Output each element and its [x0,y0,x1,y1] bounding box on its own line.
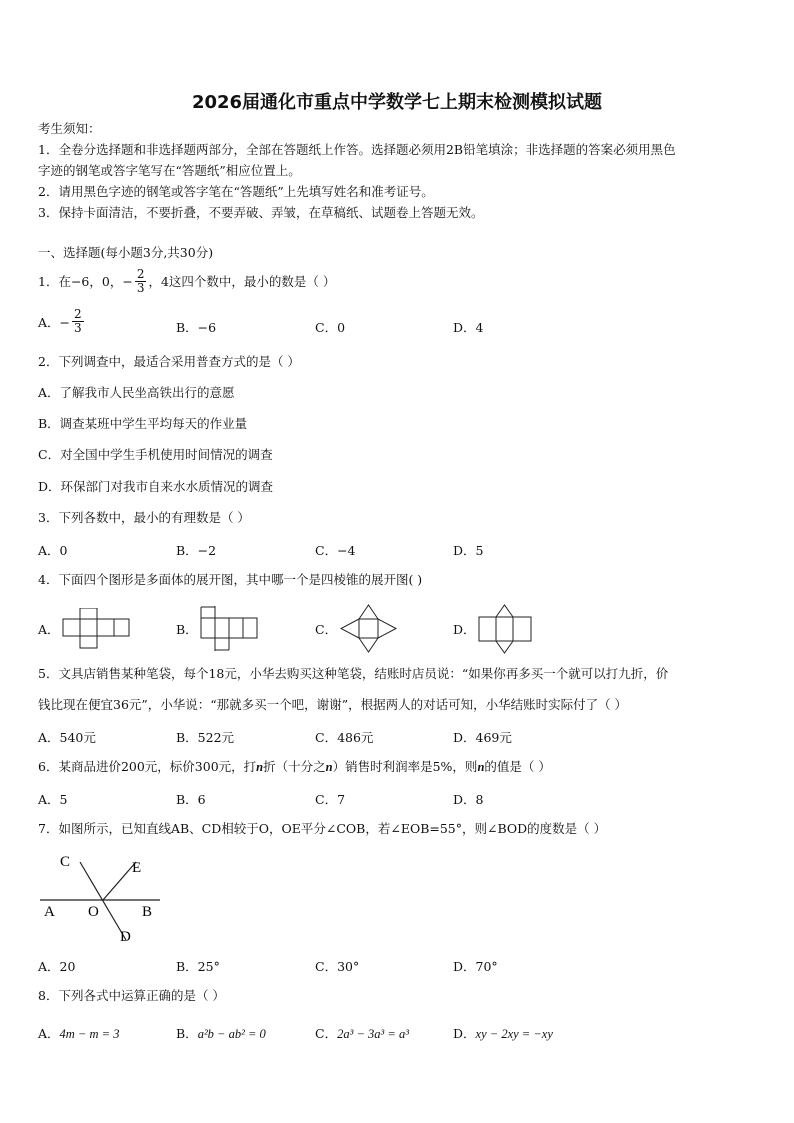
q2-option-c[interactable]: C．对全国中学生手机使用时间情况的调查 [38,447,273,462]
q5-option-c[interactable]: C．486元 [315,730,374,745]
q1-opt-a-num: 2 [74,307,82,321]
q6-option-c[interactable]: C．7 [315,792,346,807]
q8-option-d[interactable] [453,1024,553,1042]
q3-option-d[interactable]: D．5 [453,543,484,558]
label-d: D [120,929,131,945]
q4-net-b-figure [200,606,260,652]
q7-figure [36,848,166,946]
q8-option-d-label: D． [453,1026,476,1041]
q7-option-d[interactable]: D．70° [453,959,498,974]
q4-option-d[interactable]: D． [453,622,476,637]
q1-option-a[interactable] [38,308,86,335]
q1-option-a-label: A．− [38,314,71,330]
label-b: B [142,904,153,920]
q1-opt-a-den: 3 [74,321,82,335]
q3-option-b[interactable]: B．−2 [176,543,217,558]
q4-net-a-figure [62,608,132,650]
q8-option-a-label: A． [38,1026,60,1041]
q6-pre: 6．某商品进价200元，标价300元，打 [38,759,257,774]
q2-option-b[interactable]: B．调查某班中学生平均每天的作业量 [38,416,248,431]
label-o: O [88,904,99,920]
notice-heading: 考生须知： [38,121,101,136]
label-a: A [44,904,55,920]
q1-pre: 1．在−6，0，− [38,273,133,289]
q6-option-b[interactable]: B．6 [176,792,206,807]
page-title: 2026届通化市重点中学数学七上期末检测模拟试题 [191,92,603,113]
q6-end: 的值是（ ） [484,759,551,774]
q6-var-n-2: n [325,760,333,774]
q1-option-c[interactable]: C．0 [315,320,346,335]
q2-option-d[interactable]: D．环保部门对我市自来水水质情况的调查 [38,479,274,494]
question-3-stem: 3．下列各数中，最小的有理数是（ ） [38,510,250,525]
q8-option-b-label: B． [176,1026,198,1041]
q1-frac-den: 3 [136,281,145,295]
question-6-stem [38,759,551,775]
q6-option-d[interactable]: D．8 [453,792,484,807]
q3-option-c[interactable]: C．−4 [315,543,356,558]
question-1-stem [38,268,335,295]
label-c: C [60,854,71,870]
question-4-stem: 4．下面四个图形是多面体的展开图，其中哪一个是四棱锥的展开图( ) [38,572,423,587]
q4-net-d-figure [478,604,534,654]
question-7-stem: 7．如图所示，已知直线AB、CD相较于O，OE平分∠COB，若∠EOB=55°，则∠BOD的度数是（ ） [38,821,607,836]
q6-var-n: n [256,760,264,774]
q8-option-c[interactable] [315,1024,409,1042]
notice-item-2: 2．请用黑色字迹的钢笔或答字笔在“答题纸”上先填写姓名和准考证号。 [38,184,434,199]
label-e: E [132,860,142,876]
notice-item-1: 1．全卷分选择题和非选择题两部分，全部在答题纸上作答。选择题必须用2B铅笔填涂；非选择题的答案必须用黑色 [38,142,676,157]
q5-option-b[interactable]: B．522元 [176,730,235,745]
q8-option-b[interactable] [176,1024,266,1042]
q8-option-c-expr: 2a³ − 3a³ = a³ [337,1027,409,1041]
q5-option-d[interactable]: D．469元 [453,730,512,745]
q1-post: ，4这四个数中，最小的数是（ ） [148,273,336,289]
notice-item-3: 3．保持卡面清洁，不要折叠，不要弄破、弄皱，在草稿纸、试题卷上答题无效。 [38,205,484,220]
q7-option-c[interactable]: C．30° [315,959,360,974]
q8-option-b-expr: a²b − ab² = 0 [197,1027,266,1041]
question-8-stem: 8．下列各式中运算正确的是（ ） [38,988,225,1003]
q7-option-b[interactable]: B．25° [176,959,220,974]
q1-option-b[interactable]: B．−6 [176,320,217,335]
q5-option-a[interactable]: A．540元 [38,730,96,745]
q6-option-a[interactable]: A．5 [38,792,68,807]
q2-option-a[interactable]: A．了解我市人民坐高铁出行的意愿 [38,385,235,400]
q4-option-a[interactable]: A． [38,622,60,637]
q8-option-c-label: C． [315,1026,338,1041]
q4-option-c[interactable]: C． [315,622,338,637]
q1-option-a-fraction [72,308,84,335]
q1-frac-num: 2 [136,267,145,281]
q6-post: ）销售时利润率是5%，则 [332,759,478,774]
q1-option-d[interactable]: D．4 [453,320,484,335]
q8-option-d-expr: xy − 2xy = −xy [475,1027,553,1041]
q6-var-n-3: n [477,760,485,774]
q8-option-a-expr: 4m − m = 3 [59,1027,120,1041]
q1-fraction [135,268,147,295]
q4-option-b[interactable]: B． [176,622,198,637]
question-5-line-2: 钱比现在便宜36元”，小华说：“那就多买一个吧，谢谢”，根据两人的对话可知，小华结账时实际付了（ ） [38,697,628,712]
notice-item-1-cont: 字迹的钢笔或答字笔写在“答题纸”相应位置上。 [38,163,301,178]
q3-option-a[interactable]: A．0 [38,543,68,558]
q4-net-c-figure [340,604,398,654]
q7-option-a[interactable]: A．20 [38,959,76,974]
question-5-line-1: 5．文具店销售某种笔袋，每个18元，小华去购买这种笔袋，结账时店员说：“如果你再多买一个就可以打九折，价 [38,666,669,681]
q6-mid: 折（十分之 [263,759,326,774]
section-heading: 一、选择题(每小题3分,共30分) [38,245,214,260]
q8-option-a[interactable] [38,1024,119,1042]
question-2-stem: 2．下列调查中，最适合采用普查方式的是（ ） [38,354,300,369]
